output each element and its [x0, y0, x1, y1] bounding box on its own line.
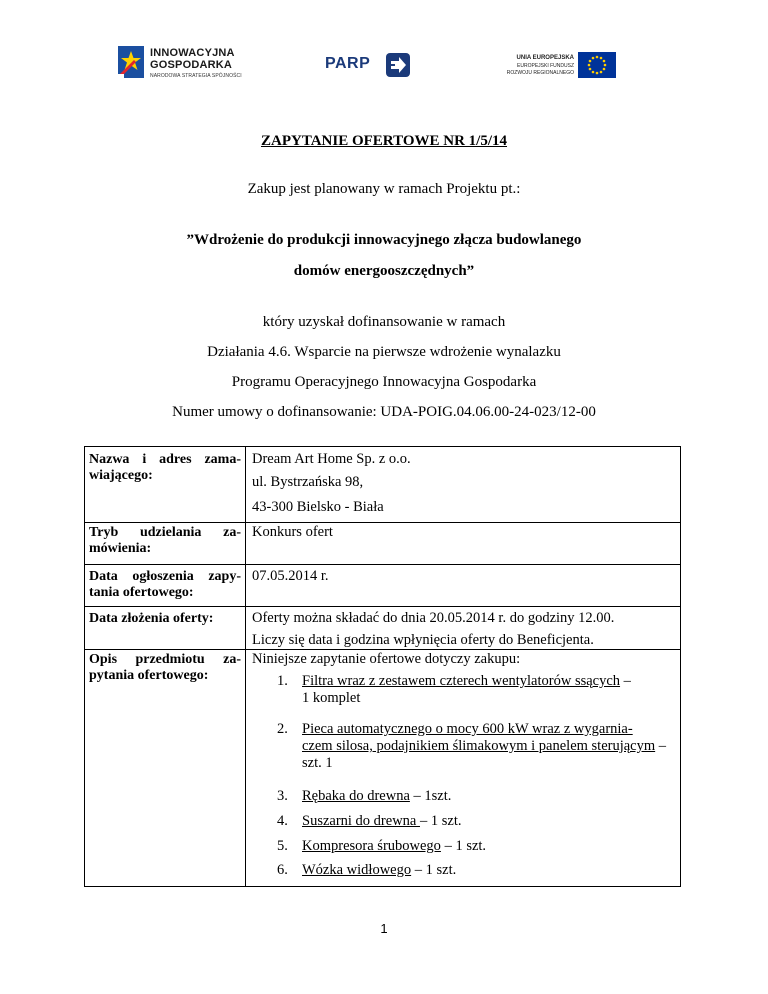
- eu-logo: [494, 52, 624, 82]
- row-label: [89, 452, 241, 484]
- row-label: Data złożenia oferty:: [89, 611, 214, 626]
- document-subtitle: Zakup jest planowany w ramach Projektu pt.:: [247, 181, 521, 197]
- page-number: 1: [380, 921, 388, 936]
- row-label: [89, 652, 241, 684]
- list-item-text: [302, 813, 702, 830]
- project-name-line-1: ”Wdrożenie do produkcji innowacyjnego złącza budowlanego: [186, 232, 582, 248]
- item-name: Suszarni do drewna: [302, 813, 420, 829]
- item-dash: –: [620, 673, 631, 689]
- table-row-procedure: [85, 522, 680, 565]
- ig-logo-text-2: GOSPODARKA: [150, 59, 233, 71]
- item-dash: –: [655, 738, 667, 754]
- list-item-number: 3.: [277, 788, 288, 804]
- item-name: Kompresora śrubowego: [302, 838, 441, 854]
- list-item-number: 5.: [277, 838, 288, 854]
- eu-logo-text-2: EUROPEJSKI FUNDUSZ: [517, 63, 574, 69]
- company-street: ul. Bystrzańska 98,: [252, 474, 364, 490]
- list-item-text: [302, 862, 702, 879]
- row-label: [89, 525, 241, 557]
- submission-deadline: Oferty można składać do dnia 20.05.2014 r. do godziny 12.00.: [252, 610, 615, 626]
- item-quantity: – 1 szt.: [440, 838, 487, 854]
- item-quantity: szt. 1: [302, 755, 333, 771]
- list-item-number: 1.: [277, 673, 288, 689]
- company-city: 43-300 Bielsko - Biała: [252, 499, 384, 515]
- row-label-line: pytania ofertowego:: [89, 668, 209, 683]
- row-label-line: mówienia:: [89, 541, 152, 556]
- row-label-line: Data ogłoszenia zapy-: [89, 569, 241, 584]
- project-name-line-2: domów energooszczędnych”: [293, 263, 475, 279]
- funding-line-3: Programu Operacyjnego Innowacyjna Gospodarka: [231, 374, 537, 390]
- table-row-subject: [85, 649, 680, 886]
- funding-line-2: Działania 4.6. Wsparcie na pierwsze wdrożenie wynalazku: [207, 344, 561, 360]
- list-item-number: 2.: [277, 721, 288, 737]
- parp-logo: [325, 52, 445, 82]
- item-name: Wózka widłowego: [302, 862, 412, 878]
- table-row-announcement-date: [85, 564, 680, 607]
- table-row-submission-date: [85, 606, 680, 650]
- ig-star-icon: [116, 44, 146, 80]
- funding-line-4: Numer umowy o dofinansowanie: UDA-POIG.04.06.00-24-023/12-00: [172, 404, 596, 420]
- list-item-number: 4.: [277, 813, 288, 829]
- logo-header: [0, 0, 768, 110]
- row-label-line: Nazwa i adres zama-: [89, 452, 241, 467]
- list-item-number: 6.: [277, 862, 288, 878]
- procedure-value: Konkurs ofert: [252, 524, 333, 540]
- parp-mark-icon: [385, 52, 411, 78]
- item-name: Rębaka do drewna: [302, 788, 410, 804]
- ig-logo-text-1: INNOWACYJNA: [150, 47, 235, 59]
- row-label: [89, 569, 241, 601]
- item-name-line: Pieca automatycznego o mocy 600 kW wraz z wygarnia-: [302, 721, 633, 737]
- innowacyjna-gospodarka-logo: [116, 44, 256, 84]
- row-label-line: wiającego:: [89, 468, 153, 483]
- ig-logo-text-3: NARODOWA STRATEGIA SPÓJNOŚCI: [150, 73, 242, 79]
- funding-line-1: który uzyskał dofinansowanie w ramach: [262, 314, 506, 330]
- announcement-date-value: 07.05.2014 r.: [252, 568, 329, 584]
- row-label-line: Tryb udzielania za-: [89, 525, 241, 540]
- eu-logo-text-1: UNIA EUROPEJSKA: [516, 55, 574, 61]
- document-title: ZAPYTANIE OFERTOWE NR 1/5/14: [260, 133, 508, 149]
- row-label-line: Opis przedmiotu za-: [89, 652, 241, 667]
- row-label-line: tania ofertowego:: [89, 585, 194, 600]
- table-row-contracting-authority: [85, 447, 680, 523]
- item-quantity: – 1 szt.: [419, 813, 462, 829]
- details-table: [84, 446, 681, 887]
- list-item-text: [302, 788, 702, 805]
- list-item-text: [302, 721, 702, 772]
- subject-intro: Niniejsze zapytanie ofertowe dotyczy zakupu:: [252, 651, 521, 667]
- item-quantity: 1 komplet: [302, 690, 361, 706]
- company-name: Dream Art Home Sp. z o.o.: [252, 451, 411, 467]
- item-name-line: czem silosa, podajnikiem ślimakowym i panelem sterującym: [302, 738, 656, 754]
- item-quantity: – 1 szt.: [411, 862, 457, 878]
- item-name: Filtra wraz z zestawem czterech wentylatorów ssących: [302, 673, 621, 689]
- list-item-text: [302, 673, 702, 707]
- list-item-text: [302, 838, 702, 855]
- parp-logo-text: PARP: [325, 55, 371, 72]
- submission-note: Liczy się data i godzina wpłynięcia oferty do Beneficjenta.: [252, 632, 594, 648]
- item-quantity: – 1szt.: [409, 788, 452, 804]
- eu-flag-icon: [578, 52, 616, 78]
- eu-logo-text-3: ROZWOJU REGIONALNEGO: [506, 70, 574, 76]
